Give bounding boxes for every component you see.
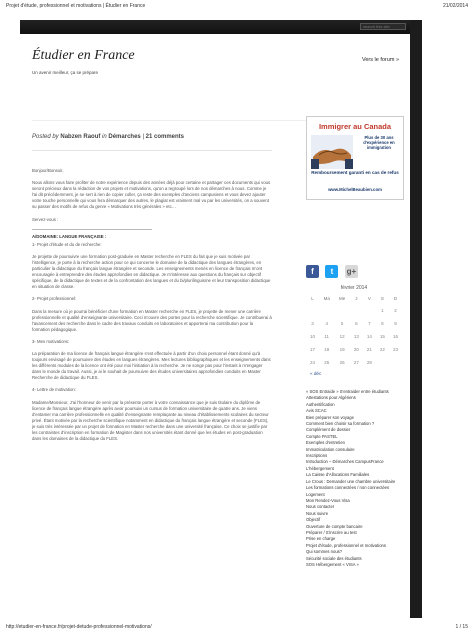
calendar-week — [306, 330, 402, 343]
calendar-day: 23 — [392, 347, 398, 352]
sidebar-link[interactable]: Logement — [306, 491, 325, 497]
sidebar-link[interactable]: Avis SCAC — [306, 408, 327, 414]
calendar-day: 27 — [353, 360, 359, 365]
ad-guarantee: Remboursement garanti en cas de refus — [311, 170, 399, 175]
calendar-day — [334, 304, 349, 317]
calendar-day: 5 — [340, 321, 344, 326]
calendar-weekday: Ma — [323, 296, 330, 301]
calendar-day: 26 — [339, 360, 345, 365]
sidebar-link[interactable]: Attestations pour Algériens — [306, 395, 356, 401]
sidebar-link[interactable]: SOS Hébergement « VISA » — [306, 561, 359, 567]
calendar-day — [376, 356, 389, 369]
calendar-week — [306, 356, 402, 369]
calendar-body — [306, 304, 402, 369]
sidebar-link[interactable]: Projet d'étude, professionnel et motivations — [306, 542, 386, 548]
sidebar-link[interactable]: Objectif — [306, 517, 321, 523]
post-comments-link[interactable]: 21 comments — [145, 134, 185, 140]
calendar-widget — [306, 285, 402, 376]
sidebar-link[interactable]: Nous contacter — [306, 504, 335, 510]
sidebar-link[interactable]: Ouverture de compte bancaire — [306, 523, 363, 529]
forum-link-label: Vers le forum — [362, 57, 395, 63]
calendar-day: 21 — [366, 347, 372, 352]
calendar-day: 7 — [368, 321, 371, 326]
meta-prefix: Posted by — [32, 134, 59, 140]
google-plus-icon[interactable]: g+ — [346, 267, 357, 276]
calendar-day: 15 — [379, 334, 385, 339]
calendar-day: 20 — [353, 347, 359, 352]
section-item: La préparation de ma licence de français langue étrangère s'est effectuée à partir d'un choix personnel étant donné qu'à toujours envisagé de poursuivre des études en langues étrangères. Mes lectures bibliographiques et les enseignements dans les différents modules de la licence ont été pour moi l'initiation à la recherche. Je ne songe pas pour l'instant à m'engager dans le monde du travail. Aussi, je ai le souhait de poursuivre des études universitaires approfondies conduits en Master Recherche de didactique du FLES. — [32, 350, 271, 381]
meta-divider — [32, 150, 272, 151]
social-icons — [306, 265, 360, 280]
calendar-weekday: L — [311, 296, 314, 301]
post-category-link[interactable]: Démarches — [108, 134, 141, 140]
forum-link[interactable] — [362, 57, 399, 63]
calendar-day: 2 — [394, 308, 397, 313]
sidebar-link[interactable]: Qui sommes nous? — [306, 549, 343, 555]
web-page — [20, 20, 422, 618]
ad-banner[interactable] — [306, 116, 404, 200]
section-item: Dans la mesure où je pourrai bénéficier d'une formation en Master recherche en FLES, je projette de mener une carrière professionnelle et qualité d'enseignante universitaire. Ceci m'ouvre des portes pour la recherche scientifique. Je contribuerai à l'avancement des recherche dans le cadre des travaux conduits en laboratoires et apporterai ma contribution pour la formation pédagogique. — [32, 308, 272, 332]
calendar-table — [306, 293, 402, 369]
calendar-weekday: D — [393, 296, 398, 301]
calendar-day: 19 — [339, 347, 345, 352]
calendar-day: 13 — [353, 334, 359, 339]
calendar-weekday: J — [355, 296, 358, 301]
section-heading: A/DOMAINE: LANGUE FRANÇAISE : — [32, 233, 107, 239]
sidebar-link[interactable]: Bien préparer son voyage — [306, 414, 354, 420]
calendar-day — [306, 304, 319, 317]
calendar-day: 25 — [324, 360, 330, 365]
section-item: Madame/Monsieur, J'ai l'honneur de venir par la présente porter à votre connaissance que je suis titulaire du diplôme de licence de français langue étrangère après avoir poursuivi un cursus de formation universitaire de quatre ans. Je viens d'entamer ma carrière professionnelle en qualité d'enseignante remplaçante au niveau d'établissements scolaires du secteur privé. Étant motivée par la recherche scientifique notamment en didactique du français langue étrangère et seconde (FLES), je suis très intéressée par un projet de formation en Master recherche dans une université française. Ce choix se justifie par les contraintes d'inscription en formation de Magister dans nos universités étant donné que les études en post-graduation dans les domaines de la didactique du FLES. — [32, 399, 269, 442]
meta-in: in — [102, 134, 107, 140]
post-meta: Posted by Nabzen Raouf in Démarches | 21 comments — [32, 134, 185, 140]
post-content — [32, 168, 272, 448]
print-header — [0, 0, 474, 12]
calendar-day: 24 — [310, 360, 316, 365]
calendar-day — [350, 304, 363, 317]
sidebar-link[interactable]: Comment bien choisir sa formation ? — [306, 421, 375, 427]
calendar-day — [363, 304, 376, 317]
sidebar-link[interactable]: Nous suivre — [306, 510, 329, 516]
post-author-link[interactable]: Nabzen Raouf — [60, 134, 101, 140]
section-item: 4- Lettre de motivation: — [32, 387, 76, 393]
category-list — [306, 389, 406, 568]
twitter-icon[interactable]: t — [325, 265, 338, 278]
print-footer-url: http://etudier-en-france.fr/projet-detude-professionnel-motivations/ — [6, 624, 152, 630]
calendar-week — [306, 304, 402, 317]
site-tagline: Un avenir meilleur, ça se prépare — [32, 70, 99, 75]
calendar-day: 16 — [392, 334, 398, 339]
sidebar-link[interactable]: L'hébergement — [306, 465, 334, 471]
calendar-weekday: V — [367, 296, 371, 301]
calendar-day — [319, 304, 334, 317]
calendar-day: 1 — [381, 308, 384, 313]
ad-tagline: Plus de 30 ans d'expérience en immigration — [363, 135, 395, 150]
calendar-prev-link[interactable]: « déc — [310, 371, 322, 376]
calendar-weekday: Me — [338, 296, 346, 301]
calendar-caption: février 2014 — [340, 285, 368, 291]
sidebar-link[interactable]: Inscriptions — [306, 453, 328, 459]
sidebar-link[interactable]: Prise en charge — [306, 536, 336, 542]
sidebar-link[interactable]: Immatriculation consulaire — [306, 446, 355, 452]
calendar-day: 14 — [366, 334, 372, 339]
calendar-week — [306, 317, 402, 330]
calendar-day: 12 — [339, 334, 345, 339]
calendar-week — [306, 343, 402, 356]
sidebar-link[interactable]: Les formations connectées / non connectées — [306, 485, 390, 491]
sidebar-link[interactable]: Préparer / S'inscrire au test — [306, 529, 357, 535]
calendar-day: 4 — [325, 321, 328, 326]
ad-url: www.MichelBeaubien.com — [328, 187, 382, 192]
print-header-title: Projet d'étude, professionnel et motivations | Étudier en France — [6, 3, 146, 9]
top-bar — [20, 20, 410, 34]
sidebar-link[interactable]: Authentification — [306, 401, 335, 407]
calendar-day: 17 — [310, 347, 316, 352]
calendar-day: 22 — [379, 347, 385, 352]
print-footer-page: 1 / 15 — [455, 624, 468, 630]
handshake-icon — [311, 135, 353, 169]
calendar-weekday: S — [380, 296, 384, 301]
sidebar-link[interactable]: « SOS Entraide » S'entraider entre étudiants — [306, 389, 389, 394]
post-paragraph: Servez-vous : — [32, 216, 59, 222]
sidebar-link[interactable]: Sécurité sociale des étudiants — [306, 555, 362, 561]
calendar-day: 11 — [324, 334, 330, 339]
calendar-day: 8 — [381, 321, 384, 326]
print-header-date: 21/02/2014 — [442, 3, 468, 9]
sidebar-link[interactable]: Introduction – Démarches CampusFrance — [306, 459, 384, 465]
content-rule — [32, 229, 152, 230]
sidebar-link[interactable]: Le Crous : Demander une chambre universitaire — [306, 478, 396, 484]
post-paragraph: Nous allons vous faire profiter de notre expérience depuis des années déjà pour certaine et partager ces documents qui vous seront précieux dans la rédaction de vos projets et motivations, qu'on a regroupé lors de nos démarches à nous. Comme je l'ai dit précédemment, je ne sert à rien de copier coller, ça reste des exemples d'anciens campusiens et vous devez ajouter votre touche personnelle qui vous fera démarquer des autres, le plagiat est vraiment mal vu par les universités, on a souvent su passer des motifs de refus du genre « Motivations très générales » etc… — [32, 180, 271, 210]
section-item: Je projette de poursuivre une formation post-graduée en Master recherche en FLES du fait que je suis motivée par l'intelligence, je porte à la recherche action pour ce qui concerne le domaine de la didactique des langues étrangères, en particulier la didactique du français langue étrangère et seconde. Les enseignements menés en licence de français m'ont encouragée à entreprendre des études approfondies en didactique. Je m'intéresse aux questions du français sur objectif spécifique, de la didactique de textes et de la confrontation des langues et du bi/plurilinguisme et leur transposition didactique en situation de classe. — [32, 253, 271, 290]
calendar-day: 6 — [355, 321, 358, 326]
calendar-day — [389, 356, 402, 369]
section-item: 1- Projet d'étude et du de recherche: — [32, 241, 102, 247]
facebook-icon[interactable]: f — [306, 265, 319, 278]
calendar-day: 18 — [324, 347, 330, 352]
site-title[interactable]: Étudier en France — [32, 48, 135, 63]
section-item: 2- Projet professionnel: — [32, 296, 77, 302]
calendar-day: 9 — [394, 321, 397, 326]
calendar-day: 28 — [366, 360, 372, 365]
sidebar-link[interactable]: La Caisse d'Allocations Familiales — [306, 472, 370, 478]
search-input[interactable] — [360, 23, 406, 30]
print-footer — [0, 620, 474, 632]
sidebar-link[interactable]: Exemples d'entretien — [306, 440, 345, 446]
calendar-day: 3 — [311, 321, 314, 326]
post-paragraph: Bonjour/Bonsoir, — [32, 168, 64, 173]
calendar-day: 10 — [310, 334, 316, 339]
sidebar-link[interactable]: Compte PASTEL — [306, 433, 338, 439]
section-item: 3- Mes motivations: — [32, 338, 70, 344]
ad-title: Immigrer au Canada — [318, 122, 392, 131]
arrow-right-icon: » — [395, 57, 399, 63]
sidebar-link[interactable]: Complément de dossier — [306, 427, 351, 433]
sidebar-link[interactable]: Mon Rendez-Vous Visa — [306, 497, 350, 503]
